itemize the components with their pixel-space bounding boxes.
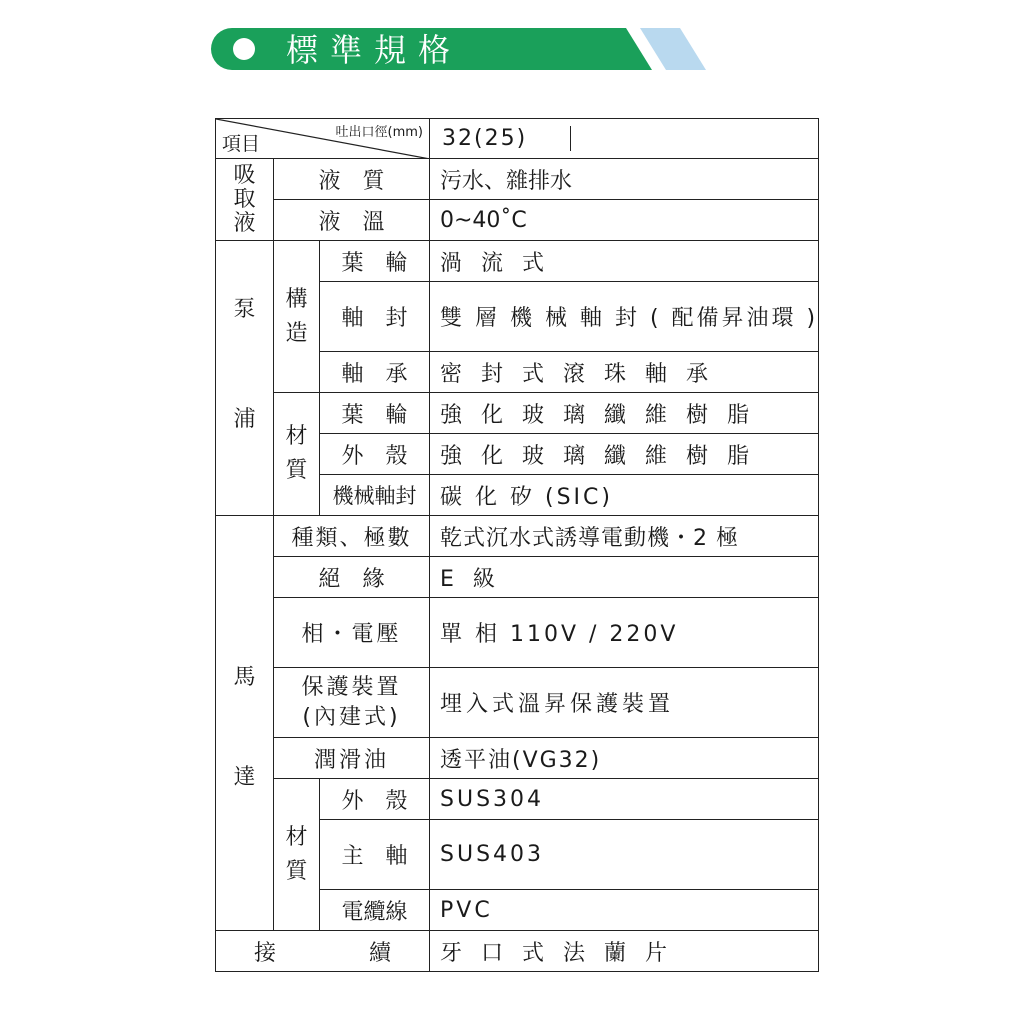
motor-material-label: 材 質 <box>274 779 320 931</box>
pump-material-value: 強 化 玻 璃 纖 維 樹 脂 <box>430 393 819 434</box>
pump-material-label: 材 質 <box>274 393 320 516</box>
pump-structure-label: 軸 封 <box>320 282 430 352</box>
suction-row-value: 0~40˚C <box>430 200 819 241</box>
suction-row-label: 液 質 <box>274 159 430 200</box>
banner-title: 標準規格 <box>286 31 463 69</box>
connection-label-right: 續 <box>368 940 391 966</box>
row-label: 項目 <box>222 133 261 155</box>
pump-material-value: 碳 化 矽 (SIC) <box>430 475 819 516</box>
col-label: 吐出口徑(mm) <box>335 125 423 140</box>
pump-label-top: 泵 <box>233 297 256 322</box>
motor-row-label: 潤滑油 <box>274 738 430 779</box>
title-banner <box>0 0 1024 90</box>
motor-row-label: 相・電壓 <box>274 598 430 668</box>
pump-structure-label: 軸 承 <box>320 352 430 393</box>
pump-structure-label: 葉 輪 <box>320 241 430 282</box>
suction-group-label: 吸 取 液 <box>216 159 274 241</box>
motor-row-label: 種類、極數 <box>274 516 430 557</box>
pump-material-row-label: 外 殼 <box>320 434 430 475</box>
motor-material-row-label: 主 軸 <box>320 820 430 890</box>
motor-material-row-label: 電纜線 <box>320 890 430 931</box>
motor-row-value: 透平油(VG32) <box>430 738 819 779</box>
header-corner-cell <box>216 119 430 159</box>
motor-group-label <box>216 516 274 931</box>
pump-material-row-label: 葉 輪 <box>320 393 430 434</box>
bullet-icon <box>233 38 255 60</box>
connection-label-left: 接 <box>254 940 277 966</box>
motor-row-label: 保護裝置 (內建式) <box>274 668 430 738</box>
banner-shape <box>0 0 1024 90</box>
pump-label-bottom: 浦 <box>233 407 256 432</box>
structure-label: 構 造 <box>274 241 320 393</box>
pump-structure-value: 密 封 式 滾 珠 軸 承 <box>430 352 819 393</box>
motor-material-row-label: 外 殼 <box>320 779 430 820</box>
motor-material-value: SUS304 <box>430 779 819 820</box>
motor-material-value: PVC <box>430 890 819 931</box>
motor-row-value: E 級 <box>430 557 819 598</box>
motor-row-value: 乾式沉水式誘導電動機・2 極 <box>430 516 819 557</box>
header-value <box>430 119 819 159</box>
suction-row-label: 液 溫 <box>274 200 430 241</box>
pump-material-value: 強 化 玻 璃 纖 維 樹 脂 <box>430 434 819 475</box>
motor-row-value: 單 相 110V / 220V <box>430 598 819 668</box>
motor-row-label: 絕 緣 <box>274 557 430 598</box>
size-value: 32(25) <box>430 126 571 151</box>
suction-row-value: 污水、雜排水 <box>430 159 819 200</box>
pump-structure-value: 雙 層 機 械 軸 封 ( 配備昇油環 ) <box>430 282 819 352</box>
motor-label-top: 馬 <box>233 665 256 690</box>
pump-group-label <box>216 241 274 516</box>
motor-label-bottom: 達 <box>233 765 256 790</box>
connection-label <box>216 931 430 972</box>
connection-value: 牙 口 式 法 蘭 片 <box>430 931 819 972</box>
motor-row-value: 埋入式溫昇保護裝置 <box>430 668 819 738</box>
pump-material-row-label: 機械軸封 <box>320 475 430 516</box>
motor-material-value: SUS403 <box>430 820 819 890</box>
spec-table <box>215 118 819 972</box>
pump-structure-value: 渦 流 式 <box>430 241 819 282</box>
